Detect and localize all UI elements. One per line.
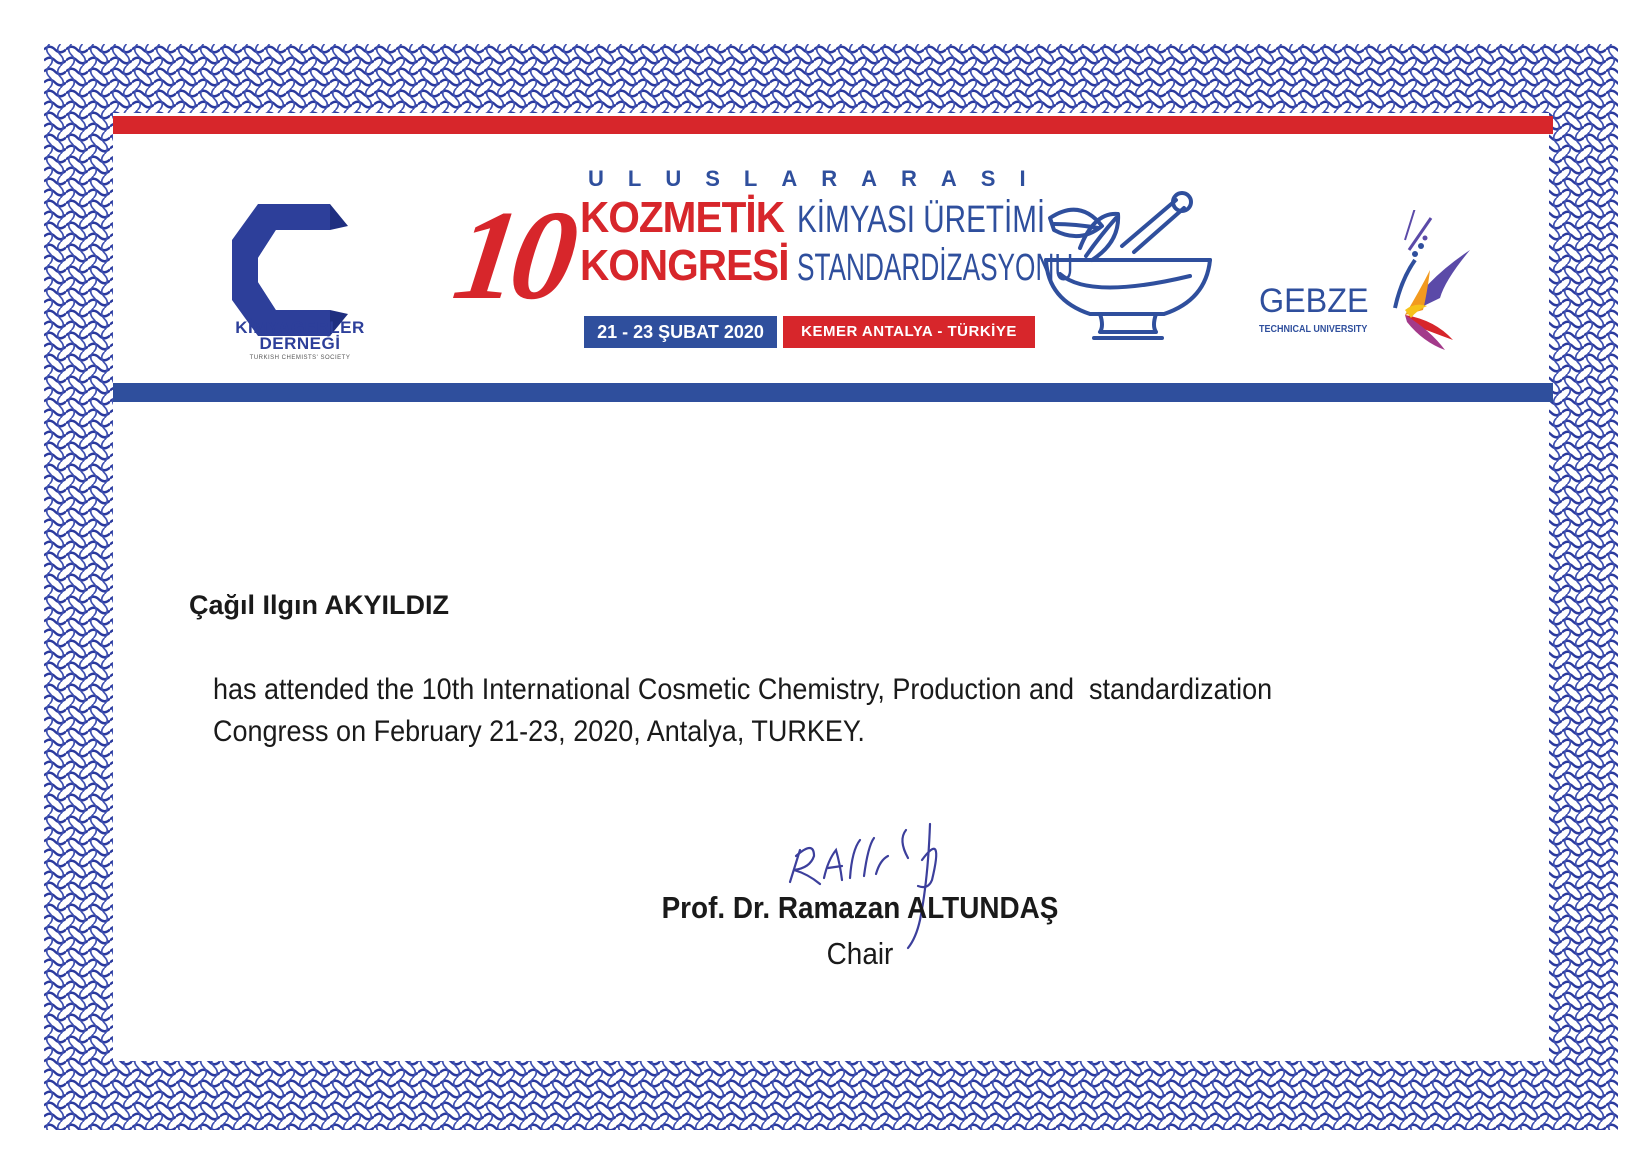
congress-title-line2: KONGRESİ <box>580 241 789 290</box>
society-name-line1: KİMYAGERLER <box>235 318 365 337</box>
statement-line2: Congress on February 21-23, 2020, Antalya, TURKEY. <box>213 715 865 748</box>
society-name <box>200 320 400 352</box>
handwritten-signature <box>780 820 1000 950</box>
congress-dates: 21 - 23 ŞUBAT 2020 <box>584 316 777 348</box>
red-header-band <box>113 116 1553 134</box>
congress-location: KEMER ANTALYA - TÜRKİYE <box>783 316 1035 348</box>
congress-number: 10 <box>446 184 578 326</box>
university-name: GEBZE <box>1259 282 1369 320</box>
congress-international: ULUSLARARASI <box>588 166 1050 191</box>
mortar-pestle-icon <box>1040 190 1215 350</box>
blue-header-band <box>113 383 1553 402</box>
congress-subtitle-line1: KİMYASI ÜRETİMİ <box>797 199 1046 241</box>
signer-name: Prof. Dr. Ramazan ALTUNDAŞ <box>661 890 1059 925</box>
statement-line1: has attended the 10th International Cosmetic Chemistry, Production and standardization <box>213 673 1273 706</box>
congress-subtitle-line2: STANDARDİZASYONU <box>797 247 1074 289</box>
congress-title-line1: KOZMETİK <box>580 193 785 242</box>
recipient-name: Çağıl Ilgın AKYILDIZ <box>189 590 449 620</box>
attendance-statement <box>213 669 1383 753</box>
society-subtitle: TURKISH CHEMISTS' SOCIETY <box>249 355 351 361</box>
university-subtitle: TECHNICAL UNIVERSITY <box>1259 324 1368 335</box>
signer-role: Chair <box>826 936 894 971</box>
society-name-line2: DERNEĞİ <box>259 334 341 353</box>
